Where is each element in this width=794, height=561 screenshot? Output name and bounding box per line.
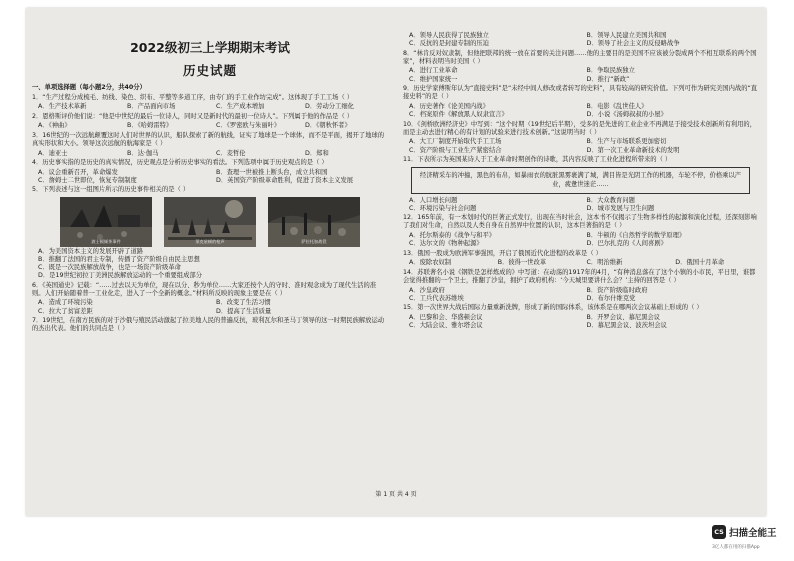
question-6-options <box>32 299 388 315</box>
option: A．沙皇政府 <box>409 286 445 294</box>
question-4-options <box>32 169 388 185</box>
question-9: 9．历史学家傅斯年认为“直接史料”是“未经中间人修改或者转写的史料”，具有较高的研究价值。下列可作为研究美国内战的“直接史料”的是（ ） <box>403 85 758 101</box>
option: A．为美国资本主义的发展开辟了道路 <box>38 247 144 255</box>
photo-caption: 波士顿倾茶事件 <box>91 239 121 245</box>
option: A．人口增长问题 <box>409 196 458 204</box>
question-3-options <box>32 150 388 158</box>
option: C．大陆会议、雅尔塔会议 <box>409 322 483 330</box>
option: C．档案原件《解放黑人奴隶宣言》 <box>409 111 508 119</box>
option: B．改变了生活习惯 <box>216 299 271 307</box>
option: D．提高了生活质量 <box>216 307 272 315</box>
option: D．慕尼黑会议、波茨坦会议 <box>586 322 667 330</box>
question-12: 12．165年前，有一本划时代的巨著正式发行，出现在当时社会，这本书不仅揭示了生物多样性的起源和演化过程，还深刻影响了我们对生命，自然以及人类自身在自然界中位置的认识，这本巨著指的是（ ） <box>403 214 757 230</box>
option: C．明治维新 <box>586 259 623 267</box>
option: B．资产阶级临时政府 <box>586 286 648 294</box>
option: B．《哈姆雷特》 <box>127 122 173 130</box>
page-number: 第 1 页 共 4 页 <box>375 491 417 498</box>
question-3: 3．16世纪的一次远航颠覆这时人们对世界的认识，船队探索了新的航线，证实了地球是一个球体，而不是平面，揭开了地球的真实形状和大小。领导这次远航的航海家是（ ） <box>32 131 385 147</box>
option: C．既是一次民族解放战争，也是一场资产阶级革命 <box>38 263 181 271</box>
option: C．维护国家统一 <box>409 75 458 83</box>
question-10-options <box>403 138 758 154</box>
scanner-watermark <box>712 524 792 558</box>
scanner-app-name: 扫描全能王 <box>729 528 777 539</box>
option: A．大工厂制度开始取代手工工场 <box>409 138 502 146</box>
option: D．英国资产阶级革命胜利，促进了资本主义发展 <box>216 176 354 184</box>
question-5: 5．下列表述与这一组图片所示的历史事件相关的是（ ） <box>32 186 190 194</box>
option: A．巴黎和会、华盛顿会议 <box>409 313 483 321</box>
option: B．领导人民建立美国共和国 <box>586 32 667 39</box>
option: A．议会重新召开，革命爆发 <box>38 168 118 176</box>
left-question-flow <box>32 84 388 335</box>
option: C．资产阶级与工业生产紧密结合 <box>409 146 502 154</box>
right-question-flow <box>403 32 758 332</box>
question-8: 8．“林肯反对奴隶制，但他把联邦的统一放在首要的关注问题……他的主要目的是美国不应该被分裂成两个不相互联系的两个国家”，材料表明当时美国（ ） <box>403 49 757 65</box>
option: D．小说《汤姆叔叔的小屋》 <box>586 111 667 119</box>
history-photo <box>164 197 256 247</box>
option: A．《神曲》 <box>38 122 71 130</box>
question-6: 6．《英国通史》记载：“……过去以天为单位，现在以分、秒为单位……大家还按个人的守时、准时观念成为了现代生活的准则。人们开始随着普一工业化走，进入了一个全新的概念。”材料所反映的现象主要是在（ ） <box>32 281 377 297</box>
option: B．开罗会议、慕尼黑会议 <box>586 313 661 321</box>
option: A．生产技术革新 <box>38 103 87 111</box>
option: A．托尔斯泰的《战争与和平》 <box>409 232 496 240</box>
option: D．郑和 <box>305 149 329 157</box>
question-2-options <box>32 122 388 130</box>
section-heading: 一、单项选择题（每小题2分，共40分） <box>32 84 146 91</box>
option: C．麦哲伦 <box>216 149 246 157</box>
option: B．大众教育问题 <box>586 196 635 204</box>
option: B．查理一世被推上断头台，成立共和国 <box>216 168 328 176</box>
option: C．生产成本增加 <box>216 103 265 111</box>
question-15: 15．第一次世界大战后国际力量重新洗牌，形成了新的国际体系，该体系是在哪两次会议基础上形成的（ ） <box>403 304 703 312</box>
question-1: 1．“生产过程分成梳毛、纺线、染色、织布、平整等多道工序，由专门的手工业作坊完成”。这体现了手工工场（ ） <box>32 93 354 101</box>
option: A．造成了环境污染 <box>38 299 93 307</box>
option: B．牛顿的《自然哲学的数学原理》 <box>586 232 686 240</box>
option: D．领导了社会主义的反侵略战争 <box>586 40 680 48</box>
option: A．进行工业革命 <box>409 67 458 75</box>
option: A．领导人民获得了民族独立 <box>409 32 489 39</box>
question-9-options <box>403 103 758 119</box>
option: B．争取民族独立 <box>586 67 635 75</box>
question-11-options <box>403 197 758 213</box>
scanner-tagline: 3亿人都在用的扫描App <box>712 545 760 550</box>
option: B．达·伽马 <box>127 149 159 157</box>
photo-caption: 莱克星顿的枪声 <box>195 239 225 245</box>
history-photo <box>268 197 360 247</box>
question-14-options <box>403 287 758 303</box>
question-1-options <box>32 103 388 111</box>
option: C．达尔文的《物种起源》 <box>409 240 483 248</box>
option: B．推翻了法国的君主专制，传播了资产阶级自由民主思想 <box>38 255 200 263</box>
exam-subtitle: 历史试题 <box>182 63 237 78</box>
option: D．巴尔扎克的《人间喜剧》 <box>586 240 667 248</box>
option: D．第一次工业革命新技术的发明 <box>586 146 680 154</box>
option: D．劳动分工细化 <box>305 103 354 111</box>
scanner-logo-icon: CS <box>712 525 726 539</box>
option: D．俄国十月革命 <box>675 259 725 267</box>
question-12-options <box>403 232 758 248</box>
exam-page <box>26 8 766 516</box>
option: D．是19世纪初拉丁美洲民族解放运动的一个重要组成部分 <box>38 272 202 280</box>
option: C．工兵代表苏维埃 <box>409 294 464 302</box>
option: A．历史著作《论美国内战》 <box>409 102 489 110</box>
question-13: 13．俄国一股成为欧洲军事强国，开启了俄国近代化进程的改革是（ ） <box>403 249 602 257</box>
option: D．推行“新政” <box>586 75 630 83</box>
option: B．电影《乱世佳人》 <box>586 102 648 110</box>
photo-caption: 萨拉托加战役 <box>301 239 327 245</box>
question-10: 10．《剑桥欧洲经济史》中写到：“这个时期（19世纪后半期），受多的是先进的工业企业不再满足于接受技术创新所有利用的，而是主动去进行精心的有计划的试验来进行技术创新。”这说明当时（ ） <box>403 120 757 136</box>
question-7-options <box>403 32 758 48</box>
history-photo <box>60 197 152 247</box>
question-5-options <box>32 248 388 281</box>
question-11: 11．下表所示为英国某诗人于工业革命时期创作的诗歌，其内容反映了工业化进程所带来的（ ） <box>403 156 672 164</box>
question-7: 7．19世纪，在南方民族的对于沙俄与殖民活动激起了拉美地人民的普遍反抗，玻利瓦尔和圣马丁领导的这一时期民族解放运动的杰出代表。他们的共同点是（ ） <box>32 317 385 333</box>
option: D．布尔什维克党 <box>586 294 636 302</box>
option: D．城市发展与卫生问题 <box>586 204 655 212</box>
option: B．生产与市场联系更加密切 <box>586 138 667 146</box>
option: B．彼得一世改革 <box>497 259 547 267</box>
option: C．《罗密欧与朱丽叶》 <box>216 122 281 130</box>
question-8-options <box>403 67 758 83</box>
option: D．《朝秋怀者》 <box>305 122 351 130</box>
option: C．拉大了贫富差距 <box>38 307 93 315</box>
question-14: 14．苏联著名小说《钢铁是怎样炼成的》中写道：在动荡的1917年的4月，“有种消息落在了这个小镇的小市民，平日里，谁都会觉得推翻的一个卫士，推翻了沙皇，拥护了政府机构：‘今天城里要讲什么会？’主持的回答是（ ） <box>403 268 756 285</box>
option: C．反抗的是封建专制的压迫 <box>409 40 489 48</box>
option: C．詹姆士二世即位，恢复专制制度 <box>38 176 137 184</box>
question-15-options <box>403 314 758 330</box>
option: A．废除农奴制 <box>409 259 452 267</box>
option: A．迪亚士 <box>38 149 68 157</box>
exam-title: 2022级初三上学期期末考试 <box>130 40 290 55</box>
question-2: 2．恩格斯评价他们说：“他是中世纪的最后一位诗人，同时又是新时代的最初一位诗人”。下列属于他的作品是（ ） <box>32 112 354 120</box>
question-5-images <box>32 197 388 247</box>
poem-quote-box: 经济精采车的冲撞，黑色的布帛，如暴雨衣的肮脏黑雾裹满了城，满目皆是光阴工作的机器，车轮不停，价格乘以产业，疲惫世迷茫…… <box>411 167 750 193</box>
option: B．产品面向市场 <box>127 103 176 111</box>
question-4: 4．历史事实指的是历史的真实情况，历史观点是分析历史事实的看法。下列选项中属于历史观点的是（ ） <box>32 159 328 167</box>
question-13-options <box>403 259 758 267</box>
option: C．环境污染与社会问题 <box>409 204 477 212</box>
